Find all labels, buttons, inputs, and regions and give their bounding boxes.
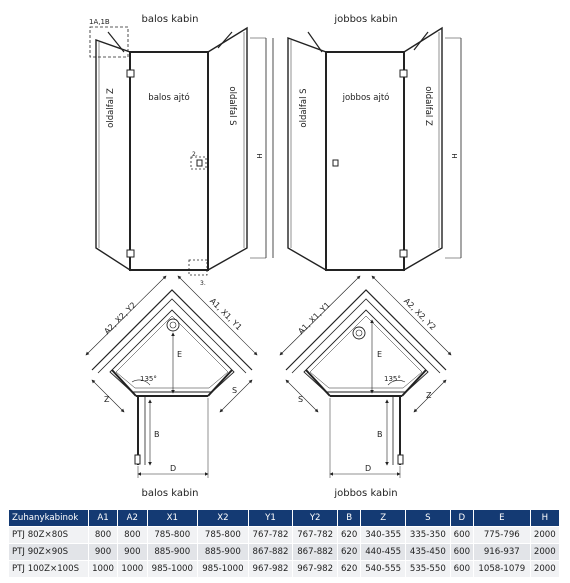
table-cell: 800 [88, 527, 117, 544]
hinge-icon [127, 250, 134, 257]
table-header: B [338, 510, 361, 527]
table-cell: 2000 [530, 544, 559, 561]
left-plan-S: S [232, 386, 238, 395]
label-oldalfal-s-right: oldalfal S [299, 88, 309, 128]
hinge-icon [127, 70, 134, 77]
table-cell: 800 [118, 527, 147, 544]
table-cell: PTJ 90Z×90S [9, 544, 89, 561]
table-cell: 767-782 [293, 527, 338, 544]
table-cell: 2000 [530, 561, 559, 578]
handle-icon [398, 455, 403, 464]
right-plan-dim-left: A1, X1, Y1 [296, 300, 333, 337]
table-header: E [474, 510, 531, 527]
label-oldalfal-s-left: oldalfal S [227, 86, 237, 126]
table-cell: 340-355 [361, 527, 406, 544]
table-header: A2 [118, 510, 147, 527]
left-plan-E: E [177, 350, 183, 359]
table-cell: 867-882 [293, 544, 338, 561]
left-elevation [89, 14, 266, 287]
table-cell: 600 [450, 561, 473, 578]
left-plan-Z: Z [104, 395, 110, 404]
table-cell: PTJ 80Z×80S [9, 527, 89, 544]
left-plan-B: B [154, 430, 160, 439]
label-oldalfal-z-right: oldalfal Z [423, 86, 433, 126]
left-plan-dim-left: A2, X2, Y2 [102, 300, 139, 337]
label-balos-ajto: balos ajtó [148, 93, 190, 103]
table-header: Y1 [248, 510, 293, 527]
right-plan-B: B [377, 430, 383, 439]
mark-2: 2. [192, 151, 198, 158]
table-cell: 2000 [530, 527, 559, 544]
table-header: S [406, 510, 451, 527]
right-plan-title: jobbos kabin [334, 488, 398, 499]
dimensions-table [8, 509, 560, 578]
mark-3: 3. [200, 280, 206, 287]
table-cell: 335-350 [406, 527, 451, 544]
callout-label-1a1b: 1A,1B [89, 18, 110, 26]
table-cell: 540-555 [361, 561, 406, 578]
table-cell: PTJ 100Z×100S [9, 561, 89, 578]
table-cell: 900 [118, 544, 147, 561]
left-plan [86, 276, 257, 499]
table-cell: 620 [338, 527, 361, 544]
label-jobbos-ajto: jobbos ajtó [342, 93, 390, 103]
right-elevation [273, 14, 461, 270]
left-height-label: H [256, 153, 264, 159]
table-cell: 916-937 [474, 544, 531, 561]
table-cell: 785-800 [147, 527, 198, 544]
right-height-label: H [451, 153, 459, 159]
table-cell: 767-782 [248, 527, 293, 544]
left-door [130, 52, 208, 270]
side-panel-s [288, 38, 326, 270]
table-header-row [9, 510, 560, 527]
handle-icon [135, 455, 140, 464]
table-row [9, 561, 560, 578]
table-cell: 885-900 [198, 544, 249, 561]
right-plan-angle: 135° [384, 375, 401, 383]
right-plan-E: E [377, 350, 383, 359]
table-cell: 985-1000 [147, 561, 198, 578]
table-cell: 620 [338, 544, 361, 561]
table-cell: 620 [338, 561, 361, 578]
table-header: D [450, 510, 473, 527]
table-cell: 985-1000 [198, 561, 249, 578]
right-plan-Z: Z [426, 391, 432, 400]
right-plan-dim-right: A2, X2, Y2 [401, 296, 438, 333]
table-cell: 967-982 [248, 561, 293, 578]
left-plan-angle: 135° [140, 375, 157, 383]
right-elevation-title: jobbos kabin [334, 14, 398, 25]
left-elevation-title: balos kabin [141, 14, 199, 25]
side-panel-s [208, 28, 247, 270]
detail-box-3 [189, 260, 207, 275]
table-header: Y2 [293, 510, 338, 527]
hinge-icon [400, 70, 407, 77]
drain-icon [353, 327, 365, 339]
table-cell: 600 [450, 544, 473, 561]
table-cell: 885-900 [147, 544, 198, 561]
table-cell: 1058-1079 [474, 561, 531, 578]
table-cell: 1000 [118, 561, 147, 578]
table-cell: 440-455 [361, 544, 406, 561]
table-cell: 867-882 [248, 544, 293, 561]
table-row [9, 544, 560, 561]
table-row [9, 527, 560, 544]
table-header: Z [361, 510, 406, 527]
table-header: A1 [88, 510, 117, 527]
right-plan [280, 276, 451, 499]
table-cell: 535-550 [406, 561, 451, 578]
hinge-icon [400, 250, 407, 257]
handle-icon [333, 160, 338, 166]
table-header: H [530, 510, 559, 527]
table-cell: 900 [88, 544, 117, 561]
table-cell: 1000 [88, 561, 117, 578]
table-cell: 600 [450, 527, 473, 544]
side-panel-z [96, 40, 130, 270]
table-cell: 435-450 [406, 544, 451, 561]
side-panel-z [404, 28, 442, 270]
left-plan-D: D [170, 464, 177, 473]
left-plan-title: balos kabin [141, 488, 199, 499]
table-header: X1 [147, 510, 198, 527]
table-cell: 775-796 [474, 527, 531, 544]
table-header: X2 [198, 510, 249, 527]
table-cell: 967-982 [293, 561, 338, 578]
detail-box-2 [191, 157, 206, 169]
table-cell: 785-800 [198, 527, 249, 544]
right-plan-D: D [365, 464, 372, 473]
drain-icon [167, 319, 179, 331]
shower-tray [304, 310, 428, 392]
left-plan-dim-right: A1, X1, Y1 [207, 296, 244, 333]
label-oldalfal-z-left: oldalfal Z [106, 88, 116, 128]
right-plan-S: S [298, 395, 304, 404]
table-header: Zuhanykabinok [9, 510, 89, 527]
